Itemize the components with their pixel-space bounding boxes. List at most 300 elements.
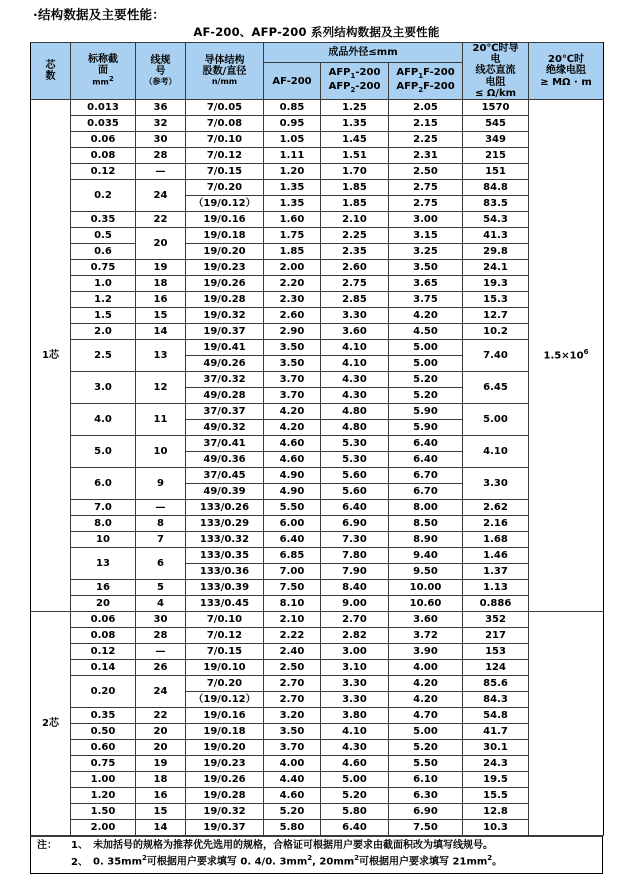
wire-gauge-cell: — xyxy=(136,163,186,179)
od-afp200-cell: 7.80 xyxy=(321,547,389,563)
table-row xyxy=(31,259,604,275)
wire-gauge-cell: — xyxy=(136,499,186,515)
wire-gauge-cell: 12 xyxy=(136,371,186,403)
nominal-area-cell: 0.2 xyxy=(71,179,136,211)
dc-resistance-cell: 1.68 xyxy=(463,531,529,547)
wire-gauge-cell: 13 xyxy=(136,339,186,371)
od-afp200-cell: 1.45 xyxy=(321,131,389,147)
od-af200-cell: 1.85 xyxy=(264,243,321,259)
od-af200-cell: 1.35 xyxy=(264,195,321,211)
wire-gauge-cell: 6 xyxy=(136,547,186,579)
nominal-area-cell: 0.6 xyxy=(71,243,136,259)
od-afpf200-cell: 6.10 xyxy=(389,771,463,787)
conductor-structure-cell: 49/0.28 xyxy=(186,387,264,403)
dc-resistance-cell: 2.16 xyxy=(463,515,529,531)
conductor-structure-cell: 133/0.29 xyxy=(186,515,264,531)
od-af200-cell: 4.20 xyxy=(264,419,321,435)
wire-gauge-cell: 18 xyxy=(136,771,186,787)
wire-gauge-cell: 11 xyxy=(136,403,186,435)
table-row xyxy=(31,787,604,803)
od-afp200-cell: 5.80 xyxy=(321,803,389,819)
nominal-area-cell: 13 xyxy=(71,547,136,579)
conductor-structure-cell: 19/0.26 xyxy=(186,275,264,291)
od-af200-cell: 4.60 xyxy=(264,787,321,803)
wire-gauge-cell: 22 xyxy=(136,211,186,227)
wire-gauge-cell: 24 xyxy=(136,179,186,211)
table-row xyxy=(31,659,604,675)
od-afp200-cell: 4.30 xyxy=(321,739,389,755)
table-row xyxy=(31,755,604,771)
dc-resistance-cell: 545 xyxy=(463,115,529,131)
wire-gauge-cell: 20 xyxy=(136,739,186,755)
od-afp200-cell: 5.30 xyxy=(321,435,389,451)
note-item-2: 2、 0. $35mm^2$可根据用户要求填写 0. 4/0. $3mm^2$, $20mm^2$可根据用户要求填写 $21mm^2$。 xyxy=(71,854,503,868)
od-afp200-cell: 4.10 xyxy=(321,355,389,371)
wire-gauge-cell: 36 xyxy=(136,99,186,115)
conductor-structure-cell: 7/0.12 xyxy=(186,627,264,643)
od-af200-cell: 1.11 xyxy=(264,147,321,163)
nominal-area-cell: 2.5 xyxy=(71,339,136,371)
conductor-structure-cell: 19/0.20 xyxy=(186,243,264,259)
header-nominal-area: 标称截 面 mm2 xyxy=(71,43,136,100)
od-afpf200-cell: 6.70 xyxy=(389,467,463,483)
od-afp200-cell: 3.60 xyxy=(321,323,389,339)
table-row xyxy=(31,323,604,339)
header-wire-gauge: 线规 号 （参考） xyxy=(136,43,186,100)
od-af200-cell: 2.20 xyxy=(264,275,321,291)
od-af200-cell: 4.60 xyxy=(264,435,321,451)
od-afpf200-cell: 3.90 xyxy=(389,643,463,659)
table-row xyxy=(31,403,604,419)
table-row xyxy=(31,131,604,147)
table-row xyxy=(31,643,604,659)
od-afpf200-cell: 4.20 xyxy=(389,675,463,691)
table-row xyxy=(31,99,604,115)
dc-resistance-cell: 24.3 xyxy=(463,755,529,771)
core-count-cell: 2芯 xyxy=(31,611,71,835)
conductor-structure-cell: 19/0.16 xyxy=(186,211,264,227)
table-row xyxy=(31,467,604,483)
section-heading: ·结构数据及主要性能： xyxy=(33,7,165,22)
nominal-area-cell: 8.0 xyxy=(71,515,136,531)
insulation-exponent: 6 xyxy=(583,348,589,357)
dc-resistance-cell: 12.8 xyxy=(463,803,529,819)
wire-gauge-cell: 15 xyxy=(136,803,186,819)
od-af200-cell: 7.50 xyxy=(264,579,321,595)
insulation-resistance-cell xyxy=(529,611,604,835)
dc-resistance-cell: 54.8 xyxy=(463,707,529,723)
od-af200-cell: 2.22 xyxy=(264,627,321,643)
conductor-structure-cell: （19/0.12） xyxy=(186,195,264,211)
note-item-1: 注： 1、 未加括号的规格为推荐优先选用的规格，合格证可根据用户要求由截面积改为填写线规号。 xyxy=(31,839,602,854)
table-row xyxy=(31,147,604,163)
table-row xyxy=(31,611,604,627)
table-row xyxy=(31,307,604,323)
wire-gauge-cell: 20 xyxy=(136,723,186,739)
dc-resistance-cell: 7.40 xyxy=(463,339,529,371)
conductor-structure-cell: 19/0.32 xyxy=(186,307,264,323)
table-row xyxy=(31,771,604,787)
nominal-area-cell: 16 xyxy=(71,579,136,595)
wire-gauge-cell: 4 xyxy=(136,595,186,611)
spec-table-wrapper xyxy=(30,42,603,874)
od-afp200-cell: 3.00 xyxy=(321,643,389,659)
od-af200-cell: 7.00 xyxy=(264,563,321,579)
od-afpf200-cell: 4.50 xyxy=(389,323,463,339)
nominal-area-cell: 4.0 xyxy=(71,403,136,435)
od-afpf200-cell: 5.00 xyxy=(389,723,463,739)
od-afp200-cell: 6.40 xyxy=(321,499,389,515)
od-afp200-cell: 1.35 xyxy=(321,115,389,131)
od-afp200-cell: 4.30 xyxy=(321,387,389,403)
od-afpf200-cell: 2.15 xyxy=(389,115,463,131)
od-afpf200-cell: 4.70 xyxy=(389,707,463,723)
od-afp200-cell: 6.40 xyxy=(321,819,389,835)
nominal-area-cell: 0.14 xyxy=(71,659,136,675)
dc-resistance-cell: 2.62 xyxy=(463,499,529,515)
od-af200-cell: 8.10 xyxy=(264,595,321,611)
nominal-area-cell: 1.50 xyxy=(71,803,136,819)
dc-resistance-cell: 1.13 xyxy=(463,579,529,595)
od-afpf200-cell: 8.00 xyxy=(389,499,463,515)
od-afp200-cell: 1.85 xyxy=(321,195,389,211)
nominal-area-cell: 0.60 xyxy=(71,739,136,755)
wire-gauge-cell: 16 xyxy=(136,291,186,307)
od-af200-cell: 4.60 xyxy=(264,451,321,467)
conductor-structure-cell: 7/0.10 xyxy=(186,131,264,147)
nominal-area-cell: 0.35 xyxy=(71,211,136,227)
od-afp200-cell: 5.00 xyxy=(321,771,389,787)
od-af200-cell: 1.75 xyxy=(264,227,321,243)
dc-resistance-cell: 0.886 xyxy=(463,595,529,611)
header-dc-resistance: 20℃时导 电 线芯直流 电阻 ≤ Ω/km xyxy=(463,43,529,100)
nominal-area-cell: 20 xyxy=(71,595,136,611)
od-afpf200-cell: 5.50 xyxy=(389,755,463,771)
table-row xyxy=(31,243,604,259)
od-afp200-cell: 4.80 xyxy=(321,403,389,419)
nominal-area-cell: 3.0 xyxy=(71,371,136,403)
od-afpf200-cell: 2.05 xyxy=(389,99,463,115)
dc-resistance-cell: 54.3 xyxy=(463,211,529,227)
od-afpf200-cell: 3.75 xyxy=(389,291,463,307)
od-afpf200-cell: 3.65 xyxy=(389,275,463,291)
table-row xyxy=(31,739,604,755)
dc-resistance-cell: 1.46 xyxy=(463,547,529,563)
notes-block xyxy=(30,836,603,874)
od-af200-cell: 5.20 xyxy=(264,803,321,819)
od-af200-cell: 3.70 xyxy=(264,739,321,755)
table-row xyxy=(31,291,604,307)
od-afpf200-cell: 3.00 xyxy=(389,211,463,227)
od-afp200-cell: 6.90 xyxy=(321,515,389,531)
nominal-area-cell: 0.08 xyxy=(71,627,136,643)
nominal-area-cell: 2.0 xyxy=(71,323,136,339)
header-insulation-resistance: 20℃时 绝缘电阻 ≥ MΩ · m xyxy=(529,43,604,100)
conductor-structure-cell: 19/0.23 xyxy=(186,755,264,771)
dc-resistance-cell: 124 xyxy=(463,659,529,675)
conductor-structure-cell: 7/0.15 xyxy=(186,163,264,179)
conductor-structure-cell: （19/0.12） xyxy=(186,691,264,707)
od-afp200-cell: 4.80 xyxy=(321,419,389,435)
od-afpf200-cell: 6.40 xyxy=(389,435,463,451)
od-afpf200-cell: 9.40 xyxy=(389,547,463,563)
dc-resistance-cell: 349 xyxy=(463,131,529,147)
insulation-resistance-cell: $1.5\times 10^6$ xyxy=(529,99,604,611)
od-af200-cell: 2.60 xyxy=(264,307,321,323)
nominal-area-cell: 7.0 xyxy=(71,499,136,515)
table-row xyxy=(31,579,604,595)
table-row xyxy=(31,531,604,547)
od-af200-cell: 6.85 xyxy=(264,547,321,563)
table-row xyxy=(31,819,604,835)
od-afp200-cell: 2.70 xyxy=(321,611,389,627)
wire-gauge-cell: 7 xyxy=(136,531,186,547)
od-af200-cell: 2.70 xyxy=(264,675,321,691)
wire-gauge-cell: 10 xyxy=(136,435,186,467)
od-afpf200-cell: 6.90 xyxy=(389,803,463,819)
wire-gauge-cell: 16 xyxy=(136,787,186,803)
od-afpf200-cell: 7.50 xyxy=(389,819,463,835)
od-afp200-cell: 2.85 xyxy=(321,291,389,307)
table-row xyxy=(31,547,604,563)
od-af200-cell: 2.30 xyxy=(264,291,321,307)
od-afp200-cell: 7.90 xyxy=(321,563,389,579)
conductor-structure-cell: 19/0.18 xyxy=(186,227,264,243)
od-af200-cell: 6.00 xyxy=(264,515,321,531)
od-afp200-cell: 5.30 xyxy=(321,451,389,467)
nominal-area-cell: 0.06 xyxy=(71,611,136,627)
od-afpf200-cell: 3.50 xyxy=(389,259,463,275)
notes-label: 注： xyxy=(37,839,57,851)
conductor-structure-cell: 19/0.41 xyxy=(186,339,264,355)
dc-resistance-cell: 10.3 xyxy=(463,819,529,835)
od-afp200-cell: 8.40 xyxy=(321,579,389,595)
od-afp200-cell: 7.30 xyxy=(321,531,389,547)
od-afpf200-cell: 4.20 xyxy=(389,691,463,707)
nominal-area-cell: 0.50 xyxy=(71,723,136,739)
od-afp200-cell: 3.30 xyxy=(321,307,389,323)
conductor-structure-cell: 49/0.26 xyxy=(186,355,264,371)
wire-gauge-cell: 14 xyxy=(136,323,186,339)
conductor-structure-cell: 19/0.37 xyxy=(186,819,264,835)
nominal-area-cell: 5.0 xyxy=(71,435,136,467)
dc-resistance-cell: 84.3 xyxy=(463,691,529,707)
dc-resistance-cell: 352 xyxy=(463,611,529,627)
od-af200-cell: 2.50 xyxy=(264,659,321,675)
dc-resistance-cell: 19.3 xyxy=(463,275,529,291)
conductor-structure-cell: 19/0.10 xyxy=(186,659,264,675)
dc-resistance-cell: 153 xyxy=(463,643,529,659)
conductor-structure-cell: 19/0.26 xyxy=(186,771,264,787)
nominal-area-cell: 0.35 xyxy=(71,707,136,723)
od-afp200-cell: 2.35 xyxy=(321,243,389,259)
dc-resistance-cell: 1.37 xyxy=(463,563,529,579)
od-afp200-cell: 3.30 xyxy=(321,675,389,691)
od-afp200-cell: 2.60 xyxy=(321,259,389,275)
table-title: AF-200、AFP-200 系列结构数据及主要性能 xyxy=(193,25,440,39)
wire-gauge-cell: 28 xyxy=(136,627,186,643)
conductor-structure-cell: 133/0.45 xyxy=(186,595,264,611)
table-row xyxy=(31,595,604,611)
table-row xyxy=(31,675,604,691)
wire-gauge-cell: 15 xyxy=(136,307,186,323)
nominal-area-cell: 10 xyxy=(71,531,136,547)
table-row xyxy=(31,499,604,515)
dc-resistance-cell: 1570 xyxy=(463,99,529,115)
od-af200-cell: 4.90 xyxy=(264,467,321,483)
od-afpf200-cell: 5.20 xyxy=(389,387,463,403)
nominal-area-cell: 0.20 xyxy=(71,675,136,707)
od-afpf200-cell: 2.75 xyxy=(389,195,463,211)
conductor-structure-cell: 37/0.32 xyxy=(186,371,264,387)
dc-resistance-cell: 85.6 xyxy=(463,675,529,691)
wire-gauge-cell: 9 xyxy=(136,467,186,499)
table-row xyxy=(31,163,604,179)
dc-resistance-cell: 24.1 xyxy=(463,259,529,275)
core-count-cell: 1芯 xyxy=(31,99,71,611)
dc-resistance-cell: 12.7 xyxy=(463,307,529,323)
nominal-area-cell: 0.5 xyxy=(71,227,136,243)
conductor-structure-cell: 7/0.08 xyxy=(186,115,264,131)
conductor-structure-cell: 133/0.39 xyxy=(186,579,264,595)
table-row xyxy=(31,515,604,531)
od-af200-cell: 2.90 xyxy=(264,323,321,339)
od-afp200-cell: 4.30 xyxy=(321,371,389,387)
od-af200-cell: 3.70 xyxy=(264,371,321,387)
conductor-structure-cell: 19/0.28 xyxy=(186,787,264,803)
od-af200-cell: 3.70 xyxy=(264,387,321,403)
od-af200-cell: 2.10 xyxy=(264,611,321,627)
od-afpf200-cell: 4.00 xyxy=(389,659,463,675)
od-afp200-cell: 2.10 xyxy=(321,211,389,227)
table-row xyxy=(31,179,604,195)
table-row xyxy=(31,115,604,131)
od-afpf200-cell: 8.90 xyxy=(389,531,463,547)
conductor-structure-cell: 7/0.05 xyxy=(186,99,264,115)
conductor-structure-cell: 37/0.37 xyxy=(186,403,264,419)
header-row-group xyxy=(31,43,604,63)
conductor-structure-cell: 37/0.45 xyxy=(186,467,264,483)
table-row xyxy=(31,723,604,739)
od-af200-cell: 3.50 xyxy=(264,355,321,371)
od-af200-cell: 0.85 xyxy=(264,99,321,115)
wire-gauge-cell: 22 xyxy=(136,707,186,723)
od-afp200-cell: 9.00 xyxy=(321,595,389,611)
od-afp200-cell: 5.60 xyxy=(321,483,389,499)
table-row xyxy=(31,227,604,243)
od-afpf200-cell: 8.50 xyxy=(389,515,463,531)
nominal-area-cell: 0.06 xyxy=(71,131,136,147)
od-af200-cell: 2.40 xyxy=(264,643,321,659)
conductor-structure-cell: 19/0.18 xyxy=(186,723,264,739)
table-row xyxy=(31,211,604,227)
dc-resistance-cell: 83.5 xyxy=(463,195,529,211)
nominal-area-cell: 2.00 xyxy=(71,819,136,835)
dc-resistance-cell: 3.30 xyxy=(463,467,529,499)
table-row xyxy=(31,371,604,387)
nominal-area-cell: 1.2 xyxy=(71,291,136,307)
conductor-structure-cell: 7/0.10 xyxy=(186,611,264,627)
conductor-structure-cell: 133/0.32 xyxy=(186,531,264,547)
od-afpf200-cell: 3.72 xyxy=(389,627,463,643)
od-af200-cell: 3.50 xyxy=(264,723,321,739)
od-af200-cell: 6.40 xyxy=(264,531,321,547)
od-af200-cell: 2.70 xyxy=(264,691,321,707)
table-row xyxy=(31,803,604,819)
nominal-area-cell: 1.20 xyxy=(71,787,136,803)
conductor-structure-cell: 19/0.32 xyxy=(186,803,264,819)
nominal-area-cell: 0.013 xyxy=(71,99,136,115)
conductor-structure-cell: 19/0.16 xyxy=(186,707,264,723)
od-af200-cell: 2.00 xyxy=(264,259,321,275)
header-od-afpf-200: $AFP_1F-200$ $AFP_2F-200$ xyxy=(389,63,463,100)
dc-resistance-cell: 5.00 xyxy=(463,403,529,435)
od-af200-cell: 1.60 xyxy=(264,211,321,227)
od-afp200-cell: 3.30 xyxy=(321,691,389,707)
od-afp200-cell: 4.10 xyxy=(321,723,389,739)
od-afp200-cell: 4.60 xyxy=(321,755,389,771)
od-afpf200-cell: 6.40 xyxy=(389,451,463,467)
wire-gauge-cell: 5 xyxy=(136,579,186,595)
wire-gauge-cell: 30 xyxy=(136,611,186,627)
nominal-area-cell: 0.75 xyxy=(71,755,136,771)
nominal-area-cell: 0.75 xyxy=(71,259,136,275)
wire-gauge-cell: 8 xyxy=(136,515,186,531)
header-od-af200: AF-200 xyxy=(264,63,321,100)
od-af200-cell: 3.50 xyxy=(264,339,321,355)
nominal-area-cell: 0.035 xyxy=(71,115,136,131)
dc-resistance-cell: 15.3 xyxy=(463,291,529,307)
od-afpf200-cell: 10.60 xyxy=(389,595,463,611)
nominal-area-cell: 1.5 xyxy=(71,307,136,323)
table-row xyxy=(31,435,604,451)
conductor-structure-cell: 19/0.23 xyxy=(186,259,264,275)
dc-resistance-cell: 84.8 xyxy=(463,179,529,195)
od-afp200-cell: 2.82 xyxy=(321,627,389,643)
od-af200-cell: 1.05 xyxy=(264,131,321,147)
table-row xyxy=(31,707,604,723)
table-header xyxy=(31,43,604,100)
od-afpf200-cell: 2.50 xyxy=(389,163,463,179)
dc-resistance-cell: 6.45 xyxy=(463,371,529,403)
od-af200-cell: 4.00 xyxy=(264,755,321,771)
dc-resistance-cell: 151 xyxy=(463,163,529,179)
nominal-area-cell: 1.0 xyxy=(71,275,136,291)
conductor-structure-cell: 7/0.15 xyxy=(186,643,264,659)
od-afpf200-cell: 10.00 xyxy=(389,579,463,595)
od-afpf200-cell: 3.25 xyxy=(389,243,463,259)
od-afpf200-cell: 3.15 xyxy=(389,227,463,243)
header-outer-diameter-group: 成品外径≤mm xyxy=(264,43,463,63)
dc-resistance-cell: 215 xyxy=(463,147,529,163)
nominal-area-cell: 0.12 xyxy=(71,643,136,659)
od-af200-cell: 4.40 xyxy=(264,771,321,787)
od-afpf200-cell: 5.90 xyxy=(389,419,463,435)
dc-resistance-cell: 41.7 xyxy=(463,723,529,739)
conductor-structure-cell: 7/0.20 xyxy=(186,675,264,691)
nominal-area-cell: 0.12 xyxy=(71,163,136,179)
od-afpf200-cell: 9.50 xyxy=(389,563,463,579)
conductor-structure-cell: 19/0.28 xyxy=(186,291,264,307)
od-afpf200-cell: 5.20 xyxy=(389,371,463,387)
table-row xyxy=(31,275,604,291)
wire-gauge-cell: 28 xyxy=(136,147,186,163)
od-afp200-cell: 1.85 xyxy=(321,179,389,195)
conductor-structure-cell: 19/0.20 xyxy=(186,739,264,755)
dc-resistance-cell: 10.2 xyxy=(463,323,529,339)
conductor-structure-cell: 49/0.36 xyxy=(186,451,264,467)
nominal-area-cell: 6.0 xyxy=(71,467,136,499)
